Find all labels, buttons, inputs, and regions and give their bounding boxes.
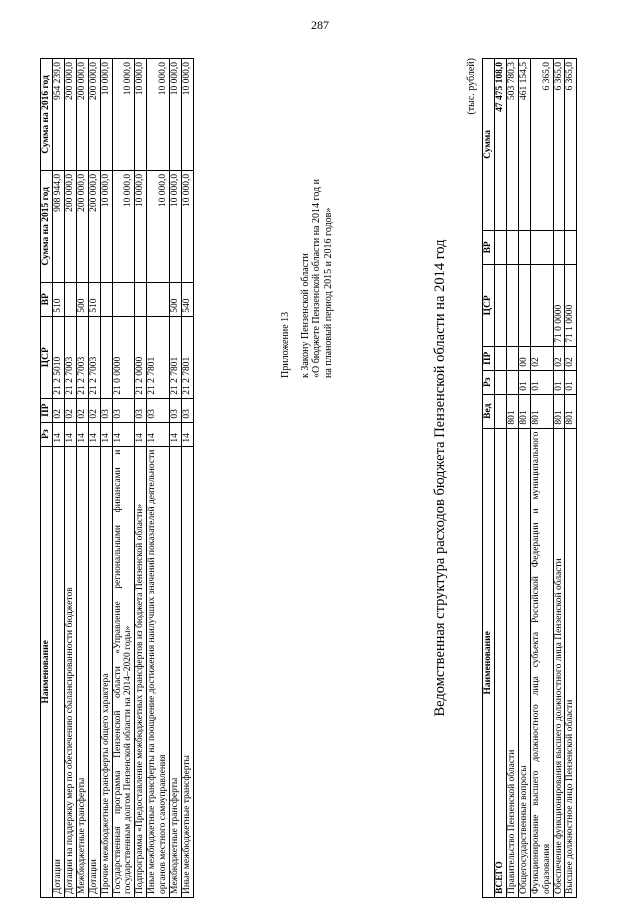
table-row bbox=[553, 59, 565, 898]
departmental-structure-table-2014 bbox=[482, 58, 577, 898]
cell-sum-2015: 10 000,0 bbox=[182, 170, 194, 282]
appendix-law-line: к Закону Пензенской области bbox=[299, 253, 311, 378]
cell-sum-2015: 200 000,0 bbox=[88, 170, 100, 282]
cell-rz: 01 bbox=[530, 370, 553, 394]
cell-csr bbox=[530, 264, 553, 346]
cell-csr: 21 2 7003 bbox=[76, 316, 88, 398]
table-row bbox=[88, 59, 100, 898]
table-row bbox=[135, 59, 147, 898]
cell-pr: 02 bbox=[64, 398, 76, 422]
cell-vr: 540 bbox=[182, 282, 194, 316]
table-row bbox=[170, 59, 182, 898]
cell-rz bbox=[506, 370, 518, 394]
cell-vr bbox=[64, 282, 76, 316]
header-vr: ВР bbox=[41, 282, 53, 316]
header-sum-2015: Сумма на 2015 год bbox=[41, 170, 53, 282]
cell-rz: 01 bbox=[553, 370, 565, 394]
cell-sum-2016: 10 000,0 bbox=[112, 59, 135, 171]
table-row bbox=[64, 59, 76, 898]
cell-sum: 461 154,5 bbox=[518, 59, 530, 231]
cell-rz: 01 bbox=[565, 370, 577, 394]
cell-sum-2016: 10 000,0 bbox=[182, 59, 194, 171]
cell-csr: 21 0 0000 bbox=[112, 316, 135, 398]
cell-sum: 47 475 108,0 bbox=[494, 59, 506, 231]
header-rz: Рз bbox=[483, 370, 495, 394]
cell-pr: 02 bbox=[565, 346, 577, 370]
cell-rz: 14 bbox=[76, 422, 88, 446]
cell-vr bbox=[494, 230, 506, 264]
cell-pr: 02 bbox=[88, 398, 100, 422]
cell-sum-2015: 10 000,0 bbox=[147, 170, 170, 282]
cell-csr: 71 0 0000 bbox=[553, 264, 565, 346]
header-name: Наименование bbox=[483, 428, 495, 897]
cell-pr: 03 bbox=[135, 398, 147, 422]
cell-rz: 14 bbox=[170, 422, 182, 446]
appendix-note bbox=[280, 78, 334, 378]
cell-pr: 02 bbox=[76, 398, 88, 422]
cell-sum-2016: 200 000,0 bbox=[88, 59, 100, 171]
cell-pr: 03 bbox=[100, 398, 112, 422]
cell-name: ВСЕГО bbox=[494, 428, 506, 897]
cell-ved: 801 bbox=[565, 394, 577, 428]
cell-rz: 14 bbox=[52, 422, 64, 446]
cell-sum-2015: 10 000,0 bbox=[100, 170, 112, 282]
cell-sum-2015: 200 000,0 bbox=[64, 170, 76, 282]
table-row bbox=[52, 59, 64, 898]
cell-rz: 14 bbox=[147, 422, 170, 446]
cell-csr: 21 2 7801 bbox=[182, 316, 194, 398]
cell-ved: 801 bbox=[518, 394, 530, 428]
cell-sum-2015: 10 000,0 bbox=[170, 170, 182, 282]
cell-csr: 21 2 0000 bbox=[135, 316, 147, 398]
cell-sum-2016: 10 000,0 bbox=[135, 59, 147, 171]
cell-csr bbox=[506, 264, 518, 346]
cell-csr bbox=[494, 264, 506, 346]
cell-name: Дотации bbox=[52, 446, 64, 897]
header-csr: ЦСР bbox=[483, 264, 495, 346]
cell-sum: 6 365,0 bbox=[565, 59, 577, 231]
cell-name: Прочие межбюджетные трансферты общего характера bbox=[100, 446, 112, 897]
header-sum-2016: Сумма на 2016 год bbox=[41, 59, 53, 171]
appendix-law-title-line: «О бюджете Пензенской области на 2014 год и bbox=[311, 179, 322, 378]
cell-ved: 801 bbox=[530, 394, 553, 428]
cell-sum-2016: 10 000,0 bbox=[100, 59, 112, 171]
cell-ved bbox=[494, 394, 506, 428]
cell-sum-2015: 10 000,0 bbox=[112, 170, 135, 282]
cell-vr bbox=[553, 230, 565, 264]
cell-rz: 01 bbox=[518, 370, 530, 394]
section-title: Ведомственная структура расходов бюджета Пензенской области на 2014 год bbox=[432, 239, 448, 717]
cell-sum-2016: 954 239,0 bbox=[52, 59, 64, 171]
table-row bbox=[182, 59, 194, 898]
cell-sum-2015: 908 944,0 bbox=[52, 170, 64, 282]
header-csr: ЦСР bbox=[41, 316, 53, 398]
header-vr: ВР bbox=[483, 230, 495, 264]
table-row-total bbox=[494, 59, 506, 898]
cell-sum-2016: 200 000,0 bbox=[76, 59, 88, 171]
cell-vr bbox=[112, 282, 135, 316]
cell-sum-2015: 10 000,0 bbox=[135, 170, 147, 282]
cell-rz: 14 bbox=[88, 422, 100, 446]
cell-pr bbox=[494, 346, 506, 370]
cell-sum-2016: 200 000,0 bbox=[64, 59, 76, 171]
cell-vr bbox=[506, 230, 518, 264]
cell-name: Высшее должностное лицо Пензенской области bbox=[565, 428, 577, 897]
header-pr: ПР bbox=[483, 346, 495, 370]
cell-sum: 6 365,0 bbox=[530, 59, 553, 231]
cell-csr bbox=[100, 316, 112, 398]
cell-pr bbox=[506, 346, 518, 370]
cell-rz: 14 bbox=[112, 422, 135, 446]
header-name: Наименование bbox=[41, 446, 53, 897]
cell-sum: 503 780,3 bbox=[506, 59, 518, 231]
cell-rz: 14 bbox=[64, 422, 76, 446]
cell-name: Межбюджетные трансферты bbox=[170, 446, 182, 897]
header-ved: Вед bbox=[483, 394, 495, 428]
cell-csr: 21 2 7801 bbox=[147, 316, 170, 398]
units-label: (тыс. рублей) bbox=[466, 58, 477, 115]
cell-ved: 801 bbox=[506, 394, 518, 428]
cell-vr bbox=[530, 230, 553, 264]
table-row bbox=[506, 59, 518, 898]
table-header-row bbox=[483, 59, 495, 898]
cell-csr bbox=[518, 264, 530, 346]
cell-ved: 801 bbox=[553, 394, 565, 428]
cell-rz: 14 bbox=[135, 422, 147, 446]
cell-name: Государственная программа Пензенской области «Управление региональными финансами и государственным долгом Пензенской области на 2014–2020 годы» bbox=[112, 446, 135, 897]
table-row bbox=[147, 59, 170, 898]
cell-pr: 00 bbox=[518, 346, 530, 370]
cell-sum-2015: 200 000,0 bbox=[76, 170, 88, 282]
cell-name: Межбюджетные трансферты bbox=[76, 446, 88, 897]
cell-name: Подпрограмма «Предоставление межбюджетных трансфертов из бюджета Пензенской области» bbox=[135, 446, 147, 897]
cell-name: Иные межбюджетные трансферты на поощрение достижения наилучших значений показателей деятельности органов местного самоуправления bbox=[147, 446, 170, 897]
cell-vr bbox=[100, 282, 112, 316]
cell-rz: 14 bbox=[182, 422, 194, 446]
cell-csr: 21 2 7003 bbox=[88, 316, 100, 398]
table-row bbox=[112, 59, 135, 898]
cell-name: Правительство Пензенской области bbox=[506, 428, 518, 897]
cell-name: Иные межбюджетные трансферты bbox=[182, 446, 194, 897]
cell-pr: 03 bbox=[182, 398, 194, 422]
header-pr: ПР bbox=[41, 398, 53, 422]
cell-pr: 03 bbox=[112, 398, 135, 422]
table-header-row bbox=[41, 59, 53, 898]
rotated-page-content bbox=[40, 58, 600, 898]
table-row bbox=[76, 59, 88, 898]
cell-pr: 02 bbox=[52, 398, 64, 422]
cell-vr bbox=[135, 282, 147, 316]
header-rz: Рз bbox=[41, 422, 53, 446]
cell-name: Функционирование высшего должностного лица субъекта Российской Федерации и муниципального образования bbox=[530, 428, 553, 897]
table-row bbox=[530, 59, 553, 898]
cell-vr: 500 bbox=[76, 282, 88, 316]
cell-name: Общегосударственные вопросы bbox=[518, 428, 530, 897]
cell-vr: 500 bbox=[170, 282, 182, 316]
cell-pr: 02 bbox=[553, 346, 565, 370]
cell-name: Дотации на поддержку мер по обеспечению сбалансированности бюджетов bbox=[64, 446, 76, 897]
page-number: 287 bbox=[311, 18, 329, 32]
cell-csr: 21 2 5010 bbox=[52, 316, 64, 398]
cell-vr: 510 bbox=[52, 282, 64, 316]
cell-sum: 6 365,0 bbox=[553, 59, 565, 231]
cell-csr: 21 2 7003 bbox=[64, 316, 76, 398]
cell-pr: 03 bbox=[147, 398, 170, 422]
cell-vr bbox=[147, 282, 170, 316]
budget-table-2015-2016 bbox=[40, 58, 194, 898]
appendix-law-period-line: на плановый период 2015 и 2016 годов» bbox=[322, 207, 334, 378]
table-row bbox=[565, 59, 577, 898]
cell-rz bbox=[494, 370, 506, 394]
cell-vr bbox=[565, 230, 577, 264]
table-row bbox=[518, 59, 530, 898]
cell-name: Дотации bbox=[88, 446, 100, 897]
cell-sum-2016: 10 000,0 bbox=[170, 59, 182, 171]
cell-sum-2016: 10 000,0 bbox=[147, 59, 170, 171]
cell-pr: 03 bbox=[170, 398, 182, 422]
cell-csr: 21 2 7801 bbox=[170, 316, 182, 398]
cell-vr bbox=[518, 230, 530, 264]
cell-rz: 14 bbox=[100, 422, 112, 446]
table-row bbox=[100, 59, 112, 898]
cell-name: Обеспечение функционирования высшего должностного лица Пензенской области bbox=[553, 428, 565, 897]
cell-csr: 71 1 0000 bbox=[565, 264, 577, 346]
cell-vr: 510 bbox=[88, 282, 100, 316]
appendix-number: Приложение 13 bbox=[280, 311, 291, 378]
header-sum: Сумма bbox=[483, 59, 495, 231]
cell-pr: 02 bbox=[530, 346, 553, 370]
